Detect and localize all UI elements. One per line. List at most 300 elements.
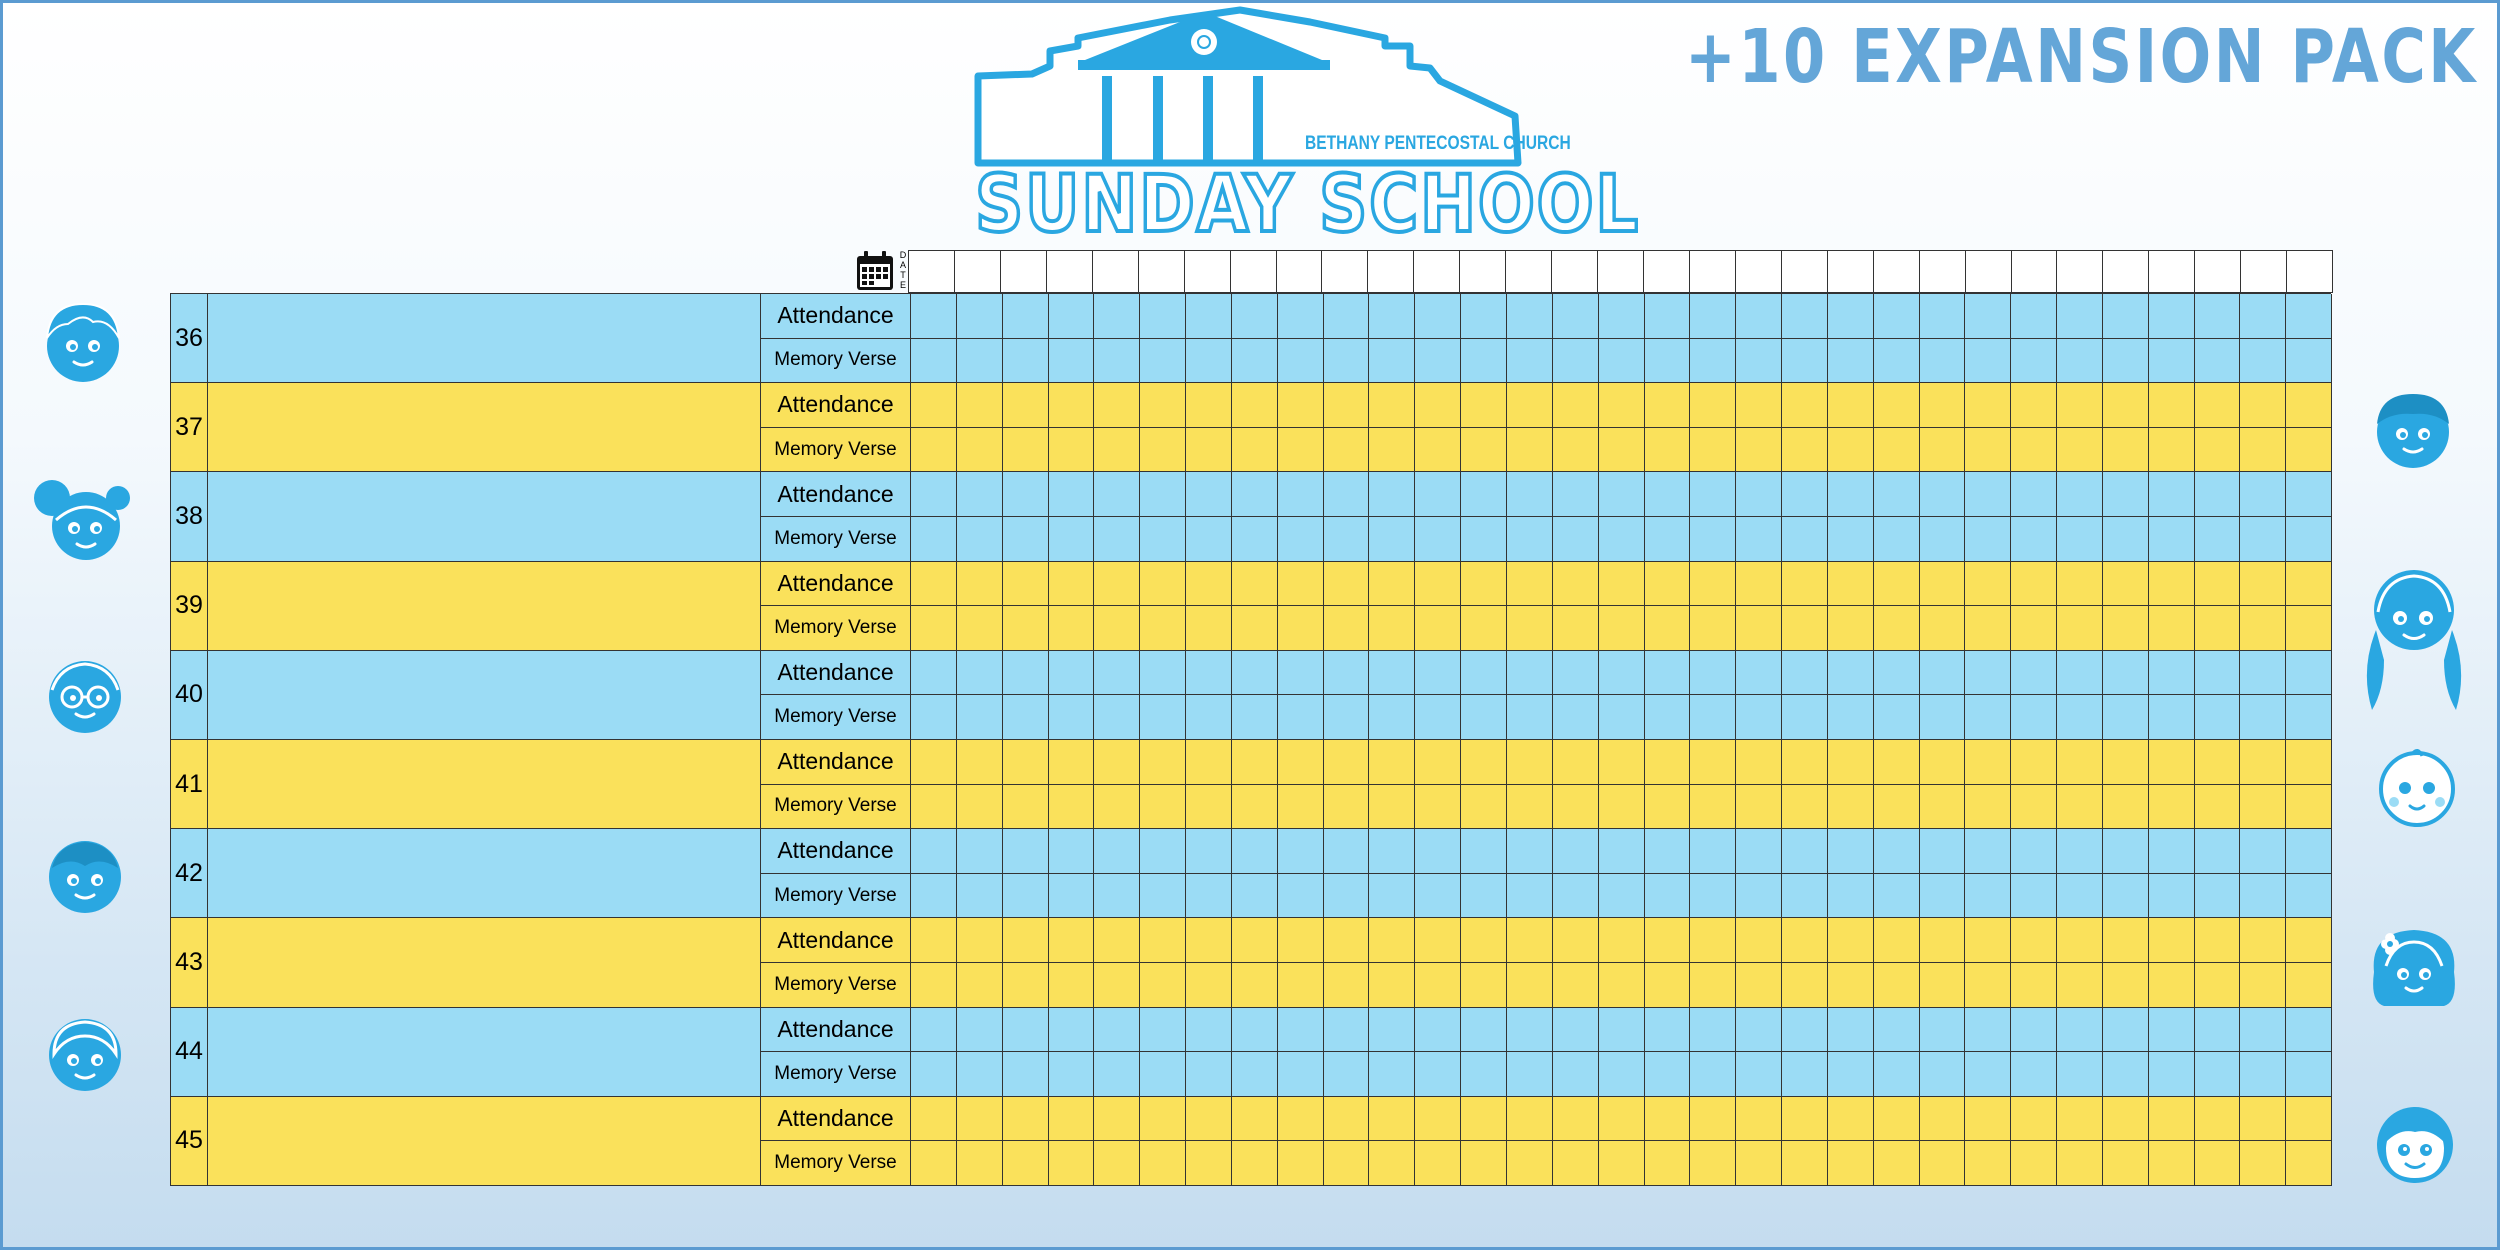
memory-verse-check-cell[interactable] xyxy=(1461,606,1507,650)
attendance-check-cell[interactable] xyxy=(1874,294,1920,338)
attendance-check-cell[interactable] xyxy=(2103,383,2149,427)
memory-verse-check-cell[interactable] xyxy=(2195,785,2241,829)
memory-verse-check-cell[interactable] xyxy=(2011,1052,2057,1096)
attendance-check-cell[interactable] xyxy=(1553,740,1599,784)
attendance-check-cell[interactable] xyxy=(1874,829,1920,873)
attendance-check-cell[interactable] xyxy=(1507,1097,1553,1141)
memory-verse-check-cell[interactable] xyxy=(911,428,957,472)
memory-verse-check-cell[interactable] xyxy=(1599,695,1645,739)
attendance-check-cell[interactable] xyxy=(2011,740,2057,784)
memory-verse-check-cell[interactable] xyxy=(1324,1052,1370,1096)
memory-verse-check-cell[interactable] xyxy=(1003,785,1049,829)
attendance-check-cell[interactable] xyxy=(957,1008,1003,1052)
attendance-check-cell[interactable] xyxy=(1369,294,1415,338)
attendance-check-cell[interactable] xyxy=(1278,472,1324,516)
memory-verse-check-cell[interactable] xyxy=(1324,517,1370,561)
memory-verse-check-cell[interactable] xyxy=(2286,517,2332,561)
memory-verse-check-cell[interactable] xyxy=(1828,1052,1874,1096)
attendance-check-cell[interactable] xyxy=(1828,1097,1874,1141)
memory-verse-check-cell[interactable] xyxy=(1278,517,1324,561)
attendance-check-cell[interactable] xyxy=(1507,829,1553,873)
memory-verse-check-cell[interactable] xyxy=(1278,785,1324,829)
memory-verse-check-cell[interactable] xyxy=(1094,1052,1140,1096)
attendance-check-cell[interactable] xyxy=(2195,1008,2241,1052)
memory-verse-check-cell[interactable] xyxy=(1186,517,1232,561)
memory-verse-check-cell[interactable] xyxy=(1920,963,1966,1007)
memory-verse-check-cell[interactable] xyxy=(1186,339,1232,383)
memory-verse-check-cell[interactable] xyxy=(911,874,957,918)
attendance-check-cell[interactable] xyxy=(1415,1097,1461,1141)
attendance-check-cell[interactable] xyxy=(1094,383,1140,427)
student-name-field[interactable] xyxy=(208,383,761,472)
attendance-check-cell[interactable] xyxy=(1553,829,1599,873)
attendance-check-cell[interactable] xyxy=(1920,740,1966,784)
attendance-check-cell[interactable] xyxy=(1369,918,1415,962)
attendance-check-cell[interactable] xyxy=(1186,383,1232,427)
memory-verse-check-cell[interactable] xyxy=(1324,874,1370,918)
memory-verse-check-cell[interactable] xyxy=(1920,1052,1966,1096)
attendance-check-cell[interactable] xyxy=(1278,829,1324,873)
student-name-field[interactable] xyxy=(208,740,761,829)
memory-verse-check-cell[interactable] xyxy=(1507,695,1553,739)
memory-verse-check-cell[interactable] xyxy=(1324,428,1370,472)
attendance-check-cell[interactable] xyxy=(1690,294,1736,338)
date-cell[interactable] xyxy=(1322,251,1368,292)
attendance-check-cell[interactable] xyxy=(2286,294,2332,338)
memory-verse-check-cell[interactable] xyxy=(1232,339,1278,383)
attendance-check-cell[interactable] xyxy=(1278,294,1324,338)
memory-verse-check-cell[interactable] xyxy=(1782,874,1828,918)
attendance-check-cell[interactable] xyxy=(2195,740,2241,784)
attendance-check-cell[interactable] xyxy=(1507,1008,1553,1052)
memory-verse-check-cell[interactable] xyxy=(1920,606,1966,650)
attendance-check-cell[interactable] xyxy=(1507,918,1553,962)
memory-verse-check-cell[interactable] xyxy=(2240,606,2286,650)
attendance-check-cell[interactable] xyxy=(1736,562,1782,606)
memory-verse-check-cell[interactable] xyxy=(1965,1141,2011,1185)
attendance-check-cell[interactable] xyxy=(2057,829,2103,873)
memory-verse-check-cell[interactable] xyxy=(1232,517,1278,561)
attendance-check-cell[interactable] xyxy=(1599,651,1645,695)
memory-verse-check-cell[interactable] xyxy=(1874,874,1920,918)
attendance-check-cell[interactable] xyxy=(1736,294,1782,338)
memory-verse-check-cell[interactable] xyxy=(1369,339,1415,383)
memory-verse-check-cell[interactable] xyxy=(1965,339,2011,383)
memory-verse-check-cell[interactable] xyxy=(1003,517,1049,561)
attendance-check-cell[interactable] xyxy=(1920,294,1966,338)
attendance-check-cell[interactable] xyxy=(1324,740,1370,784)
memory-verse-check-cell[interactable] xyxy=(1645,695,1691,739)
attendance-check-cell[interactable] xyxy=(1782,1097,1828,1141)
memory-verse-check-cell[interactable] xyxy=(2011,785,2057,829)
date-cell[interactable] xyxy=(1690,251,1736,292)
attendance-check-cell[interactable] xyxy=(1645,1008,1691,1052)
memory-verse-check-cell[interactable] xyxy=(1461,695,1507,739)
memory-verse-check-cell[interactable] xyxy=(1736,695,1782,739)
attendance-check-cell[interactable] xyxy=(1186,740,1232,784)
attendance-check-cell[interactable] xyxy=(1874,918,1920,962)
attendance-check-cell[interactable] xyxy=(1278,383,1324,427)
memory-verse-check-cell[interactable] xyxy=(957,785,1003,829)
student-name-field[interactable] xyxy=(208,1097,761,1186)
memory-verse-check-cell[interactable] xyxy=(911,1141,957,1185)
memory-verse-check-cell[interactable] xyxy=(1599,606,1645,650)
date-cell[interactable] xyxy=(1001,251,1047,292)
attendance-check-cell[interactable] xyxy=(1369,562,1415,606)
memory-verse-check-cell[interactable] xyxy=(1553,695,1599,739)
memory-verse-check-cell[interactable] xyxy=(1920,695,1966,739)
attendance-check-cell[interactable] xyxy=(1232,740,1278,784)
memory-verse-check-cell[interactable] xyxy=(1507,874,1553,918)
attendance-check-cell[interactable] xyxy=(1645,294,1691,338)
attendance-check-cell[interactable] xyxy=(1965,562,2011,606)
memory-verse-check-cell[interactable] xyxy=(1232,785,1278,829)
attendance-check-cell[interactable] xyxy=(1828,383,1874,427)
memory-verse-check-cell[interactable] xyxy=(2149,695,2195,739)
date-cell[interactable] xyxy=(2195,251,2241,292)
memory-verse-check-cell[interactable] xyxy=(1920,874,1966,918)
date-cell[interactable] xyxy=(1368,251,1414,292)
attendance-check-cell[interactable] xyxy=(1232,294,1278,338)
attendance-check-cell[interactable] xyxy=(2149,562,2195,606)
date-cell[interactable] xyxy=(1736,251,1782,292)
attendance-check-cell[interactable] xyxy=(2011,829,2057,873)
attendance-check-cell[interactable] xyxy=(1920,1008,1966,1052)
attendance-check-cell[interactable] xyxy=(1782,829,1828,873)
memory-verse-check-cell[interactable] xyxy=(1736,785,1782,829)
memory-verse-check-cell[interactable] xyxy=(911,517,957,561)
memory-verse-check-cell[interactable] xyxy=(1690,428,1736,472)
attendance-check-cell[interactable] xyxy=(1094,918,1140,962)
date-cell[interactable] xyxy=(1231,251,1277,292)
attendance-check-cell[interactable] xyxy=(957,1097,1003,1141)
attendance-check-cell[interactable] xyxy=(1461,1097,1507,1141)
memory-verse-check-cell[interactable] xyxy=(911,963,957,1007)
memory-verse-check-cell[interactable] xyxy=(1828,517,1874,561)
memory-verse-check-cell[interactable] xyxy=(2240,874,2286,918)
memory-verse-check-cell[interactable] xyxy=(2057,606,2103,650)
memory-verse-check-cell[interactable] xyxy=(1461,785,1507,829)
attendance-check-cell[interactable] xyxy=(957,740,1003,784)
memory-verse-check-cell[interactable] xyxy=(1965,428,2011,472)
attendance-check-cell[interactable] xyxy=(1828,740,1874,784)
memory-verse-check-cell[interactable] xyxy=(2286,606,2332,650)
date-cell[interactable] xyxy=(2103,251,2149,292)
attendance-check-cell[interactable] xyxy=(1965,740,2011,784)
memory-verse-check-cell[interactable] xyxy=(1461,1052,1507,1096)
attendance-check-cell[interactable] xyxy=(957,829,1003,873)
memory-verse-check-cell[interactable] xyxy=(2057,517,2103,561)
memory-verse-check-cell[interactable] xyxy=(1369,695,1415,739)
memory-verse-check-cell[interactable] xyxy=(911,695,957,739)
memory-verse-check-cell[interactable] xyxy=(1415,339,1461,383)
memory-verse-check-cell[interactable] xyxy=(1965,695,2011,739)
memory-verse-check-cell[interactable] xyxy=(1736,1052,1782,1096)
memory-verse-check-cell[interactable] xyxy=(2103,695,2149,739)
memory-verse-check-cell[interactable] xyxy=(957,695,1003,739)
memory-verse-check-cell[interactable] xyxy=(1599,428,1645,472)
memory-verse-check-cell[interactable] xyxy=(1324,606,1370,650)
attendance-check-cell[interactable] xyxy=(911,829,957,873)
memory-verse-check-cell[interactable] xyxy=(2149,428,2195,472)
attendance-check-cell[interactable] xyxy=(1369,383,1415,427)
memory-verse-check-cell[interactable] xyxy=(1049,963,1095,1007)
attendance-check-cell[interactable] xyxy=(1461,651,1507,695)
memory-verse-check-cell[interactable] xyxy=(2286,874,2332,918)
attendance-check-cell[interactable] xyxy=(911,1097,957,1141)
memory-verse-check-cell[interactable] xyxy=(1094,874,1140,918)
attendance-check-cell[interactable] xyxy=(1324,1008,1370,1052)
memory-verse-check-cell[interactable] xyxy=(2057,785,2103,829)
memory-verse-check-cell[interactable] xyxy=(1094,963,1140,1007)
memory-verse-check-cell[interactable] xyxy=(1782,517,1828,561)
attendance-check-cell[interactable] xyxy=(2286,829,2332,873)
attendance-check-cell[interactable] xyxy=(1507,651,1553,695)
attendance-check-cell[interactable] xyxy=(1690,383,1736,427)
memory-verse-check-cell[interactable] xyxy=(1278,606,1324,650)
attendance-check-cell[interactable] xyxy=(1415,651,1461,695)
memory-verse-check-cell[interactable] xyxy=(1461,428,1507,472)
attendance-check-cell[interactable] xyxy=(911,294,957,338)
memory-verse-check-cell[interactable] xyxy=(2057,339,2103,383)
attendance-check-cell[interactable] xyxy=(1049,829,1095,873)
memory-verse-check-cell[interactable] xyxy=(2195,963,2241,1007)
memory-verse-check-cell[interactable] xyxy=(1553,1052,1599,1096)
memory-verse-check-cell[interactable] xyxy=(1140,517,1186,561)
memory-verse-check-cell[interactable] xyxy=(1690,1052,1736,1096)
memory-verse-check-cell[interactable] xyxy=(1415,695,1461,739)
memory-verse-check-cell[interactable] xyxy=(1324,963,1370,1007)
attendance-check-cell[interactable] xyxy=(2286,740,2332,784)
attendance-check-cell[interactable] xyxy=(2195,294,2241,338)
memory-verse-check-cell[interactable] xyxy=(1782,1141,1828,1185)
memory-verse-check-cell[interactable] xyxy=(1369,606,1415,650)
attendance-check-cell[interactable] xyxy=(1920,562,1966,606)
attendance-check-cell[interactable] xyxy=(1828,651,1874,695)
attendance-check-cell[interactable] xyxy=(1232,383,1278,427)
memory-verse-check-cell[interactable] xyxy=(1461,339,1507,383)
attendance-check-cell[interactable] xyxy=(2286,1097,2332,1141)
attendance-check-cell[interactable] xyxy=(1003,740,1049,784)
memory-verse-check-cell[interactable] xyxy=(1003,874,1049,918)
attendance-check-cell[interactable] xyxy=(1874,383,1920,427)
memory-verse-check-cell[interactable] xyxy=(911,785,957,829)
attendance-check-cell[interactable] xyxy=(1094,740,1140,784)
memory-verse-check-cell[interactable] xyxy=(2057,428,2103,472)
memory-verse-check-cell[interactable] xyxy=(1461,1141,1507,1185)
attendance-check-cell[interactable] xyxy=(911,562,957,606)
memory-verse-check-cell[interactable] xyxy=(1415,1052,1461,1096)
attendance-check-cell[interactable] xyxy=(1186,1008,1232,1052)
memory-verse-check-cell[interactable] xyxy=(1920,1141,1966,1185)
attendance-check-cell[interactable] xyxy=(1369,829,1415,873)
attendance-check-cell[interactable] xyxy=(1415,918,1461,962)
memory-verse-check-cell[interactable] xyxy=(1599,1052,1645,1096)
attendance-check-cell[interactable] xyxy=(1965,651,2011,695)
attendance-check-cell[interactable] xyxy=(1690,651,1736,695)
memory-verse-check-cell[interactable] xyxy=(2240,1141,2286,1185)
memory-verse-check-cell[interactable] xyxy=(957,517,1003,561)
attendance-check-cell[interactable] xyxy=(2240,1097,2286,1141)
student-name-field[interactable] xyxy=(208,918,761,1007)
attendance-check-cell[interactable] xyxy=(1645,918,1691,962)
attendance-check-cell[interactable] xyxy=(1003,651,1049,695)
memory-verse-check-cell[interactable] xyxy=(957,963,1003,1007)
attendance-check-cell[interactable] xyxy=(957,383,1003,427)
attendance-check-cell[interactable] xyxy=(1140,829,1186,873)
attendance-check-cell[interactable] xyxy=(2149,472,2195,516)
attendance-check-cell[interactable] xyxy=(1140,294,1186,338)
memory-verse-check-cell[interactable] xyxy=(1553,963,1599,1007)
memory-verse-check-cell[interactable] xyxy=(2103,339,2149,383)
attendance-check-cell[interactable] xyxy=(2240,294,2286,338)
memory-verse-check-cell[interactable] xyxy=(1645,874,1691,918)
memory-verse-check-cell[interactable] xyxy=(1736,517,1782,561)
attendance-check-cell[interactable] xyxy=(2195,651,2241,695)
memory-verse-check-cell[interactable] xyxy=(1828,339,1874,383)
attendance-check-cell[interactable] xyxy=(1140,1097,1186,1141)
memory-verse-check-cell[interactable] xyxy=(1920,428,1966,472)
attendance-check-cell[interactable] xyxy=(2195,562,2241,606)
memory-verse-check-cell[interactable] xyxy=(2195,1052,2241,1096)
attendance-check-cell[interactable] xyxy=(957,562,1003,606)
attendance-check-cell[interactable] xyxy=(1003,294,1049,338)
date-cell[interactable] xyxy=(1460,251,1506,292)
memory-verse-check-cell[interactable] xyxy=(1507,963,1553,1007)
attendance-check-cell[interactable] xyxy=(1553,1097,1599,1141)
attendance-check-cell[interactable] xyxy=(1782,383,1828,427)
attendance-check-cell[interactable] xyxy=(1782,740,1828,784)
attendance-check-cell[interactable] xyxy=(1920,918,1966,962)
attendance-check-cell[interactable] xyxy=(1553,472,1599,516)
memory-verse-check-cell[interactable] xyxy=(1140,339,1186,383)
attendance-check-cell[interactable] xyxy=(1049,472,1095,516)
memory-verse-check-cell[interactable] xyxy=(1369,785,1415,829)
memory-verse-check-cell[interactable] xyxy=(1690,1141,1736,1185)
attendance-check-cell[interactable] xyxy=(911,472,957,516)
memory-verse-check-cell[interactable] xyxy=(1278,874,1324,918)
memory-verse-check-cell[interactable] xyxy=(1369,874,1415,918)
attendance-check-cell[interactable] xyxy=(2057,918,2103,962)
attendance-check-cell[interactable] xyxy=(1965,1008,2011,1052)
attendance-check-cell[interactable] xyxy=(1828,472,1874,516)
attendance-check-cell[interactable] xyxy=(2149,829,2195,873)
attendance-check-cell[interactable] xyxy=(1874,472,1920,516)
attendance-check-cell[interactable] xyxy=(1599,829,1645,873)
attendance-check-cell[interactable] xyxy=(1553,562,1599,606)
memory-verse-check-cell[interactable] xyxy=(1507,785,1553,829)
attendance-check-cell[interactable] xyxy=(1690,562,1736,606)
memory-verse-check-cell[interactable] xyxy=(2286,1141,2332,1185)
attendance-check-cell[interactable] xyxy=(1645,472,1691,516)
memory-verse-check-cell[interactable] xyxy=(1874,339,1920,383)
attendance-check-cell[interactable] xyxy=(1094,1008,1140,1052)
memory-verse-check-cell[interactable] xyxy=(1965,963,2011,1007)
attendance-check-cell[interactable] xyxy=(1369,1008,1415,1052)
date-cell[interactable] xyxy=(2287,251,2333,292)
attendance-check-cell[interactable] xyxy=(2057,1008,2103,1052)
attendance-check-cell[interactable] xyxy=(1553,383,1599,427)
attendance-check-cell[interactable] xyxy=(957,918,1003,962)
date-cell[interactable] xyxy=(1644,251,1690,292)
attendance-check-cell[interactable] xyxy=(1324,918,1370,962)
memory-verse-check-cell[interactable] xyxy=(2195,517,2241,561)
memory-verse-check-cell[interactable] xyxy=(1920,339,1966,383)
attendance-check-cell[interactable] xyxy=(1003,829,1049,873)
memory-verse-check-cell[interactable] xyxy=(2286,339,2332,383)
memory-verse-check-cell[interactable] xyxy=(1599,874,1645,918)
attendance-check-cell[interactable] xyxy=(1461,383,1507,427)
memory-verse-check-cell[interactable] xyxy=(1324,785,1370,829)
attendance-check-cell[interactable] xyxy=(911,383,957,427)
memory-verse-check-cell[interactable] xyxy=(1782,963,1828,1007)
attendance-check-cell[interactable] xyxy=(1094,472,1140,516)
memory-verse-check-cell[interactable] xyxy=(1461,874,1507,918)
memory-verse-check-cell[interactable] xyxy=(2011,606,2057,650)
memory-verse-check-cell[interactable] xyxy=(911,606,957,650)
memory-verse-check-cell[interactable] xyxy=(1690,339,1736,383)
attendance-check-cell[interactable] xyxy=(1599,1008,1645,1052)
date-cell[interactable] xyxy=(1782,251,1828,292)
attendance-check-cell[interactable] xyxy=(1690,472,1736,516)
attendance-check-cell[interactable] xyxy=(2103,472,2149,516)
memory-verse-check-cell[interactable] xyxy=(1278,1141,1324,1185)
memory-verse-check-cell[interactable] xyxy=(2240,785,2286,829)
memory-verse-check-cell[interactable] xyxy=(1232,874,1278,918)
memory-verse-check-cell[interactable] xyxy=(2011,517,2057,561)
attendance-check-cell[interactable] xyxy=(1920,1097,1966,1141)
memory-verse-check-cell[interactable] xyxy=(1278,963,1324,1007)
memory-verse-check-cell[interactable] xyxy=(1415,874,1461,918)
memory-verse-check-cell[interactable] xyxy=(2149,963,2195,1007)
memory-verse-check-cell[interactable] xyxy=(2011,1141,2057,1185)
memory-verse-check-cell[interactable] xyxy=(957,428,1003,472)
memory-verse-check-cell[interactable] xyxy=(1599,339,1645,383)
attendance-check-cell[interactable] xyxy=(1324,651,1370,695)
memory-verse-check-cell[interactable] xyxy=(1965,606,2011,650)
attendance-check-cell[interactable] xyxy=(1507,294,1553,338)
memory-verse-check-cell[interactable] xyxy=(2149,785,2195,829)
memory-verse-check-cell[interactable] xyxy=(1599,963,1645,1007)
attendance-check-cell[interactable] xyxy=(1553,918,1599,962)
attendance-check-cell[interactable] xyxy=(1461,472,1507,516)
date-cell[interactable] xyxy=(1506,251,1552,292)
memory-verse-check-cell[interactable] xyxy=(1782,695,1828,739)
memory-verse-check-cell[interactable] xyxy=(1736,1141,1782,1185)
attendance-check-cell[interactable] xyxy=(1553,1008,1599,1052)
attendance-check-cell[interactable] xyxy=(1599,472,1645,516)
memory-verse-check-cell[interactable] xyxy=(1049,785,1095,829)
attendance-check-cell[interactable] xyxy=(2149,294,2195,338)
memory-verse-check-cell[interactable] xyxy=(1094,606,1140,650)
memory-verse-check-cell[interactable] xyxy=(1324,339,1370,383)
memory-verse-check-cell[interactable] xyxy=(1186,428,1232,472)
memory-verse-check-cell[interactable] xyxy=(1874,517,1920,561)
memory-verse-check-cell[interactable] xyxy=(957,1141,1003,1185)
attendance-check-cell[interactable] xyxy=(2149,383,2195,427)
memory-verse-check-cell[interactable] xyxy=(2057,963,2103,1007)
attendance-check-cell[interactable] xyxy=(2011,1097,2057,1141)
memory-verse-check-cell[interactable] xyxy=(2240,695,2286,739)
date-cell[interactable] xyxy=(955,251,1001,292)
attendance-check-cell[interactable] xyxy=(1369,740,1415,784)
memory-verse-check-cell[interactable] xyxy=(2286,695,2332,739)
memory-verse-check-cell[interactable] xyxy=(1553,339,1599,383)
memory-verse-check-cell[interactable] xyxy=(1828,606,1874,650)
attendance-check-cell[interactable] xyxy=(2286,918,2332,962)
memory-verse-check-cell[interactable] xyxy=(1278,1052,1324,1096)
attendance-check-cell[interactable] xyxy=(1599,918,1645,962)
